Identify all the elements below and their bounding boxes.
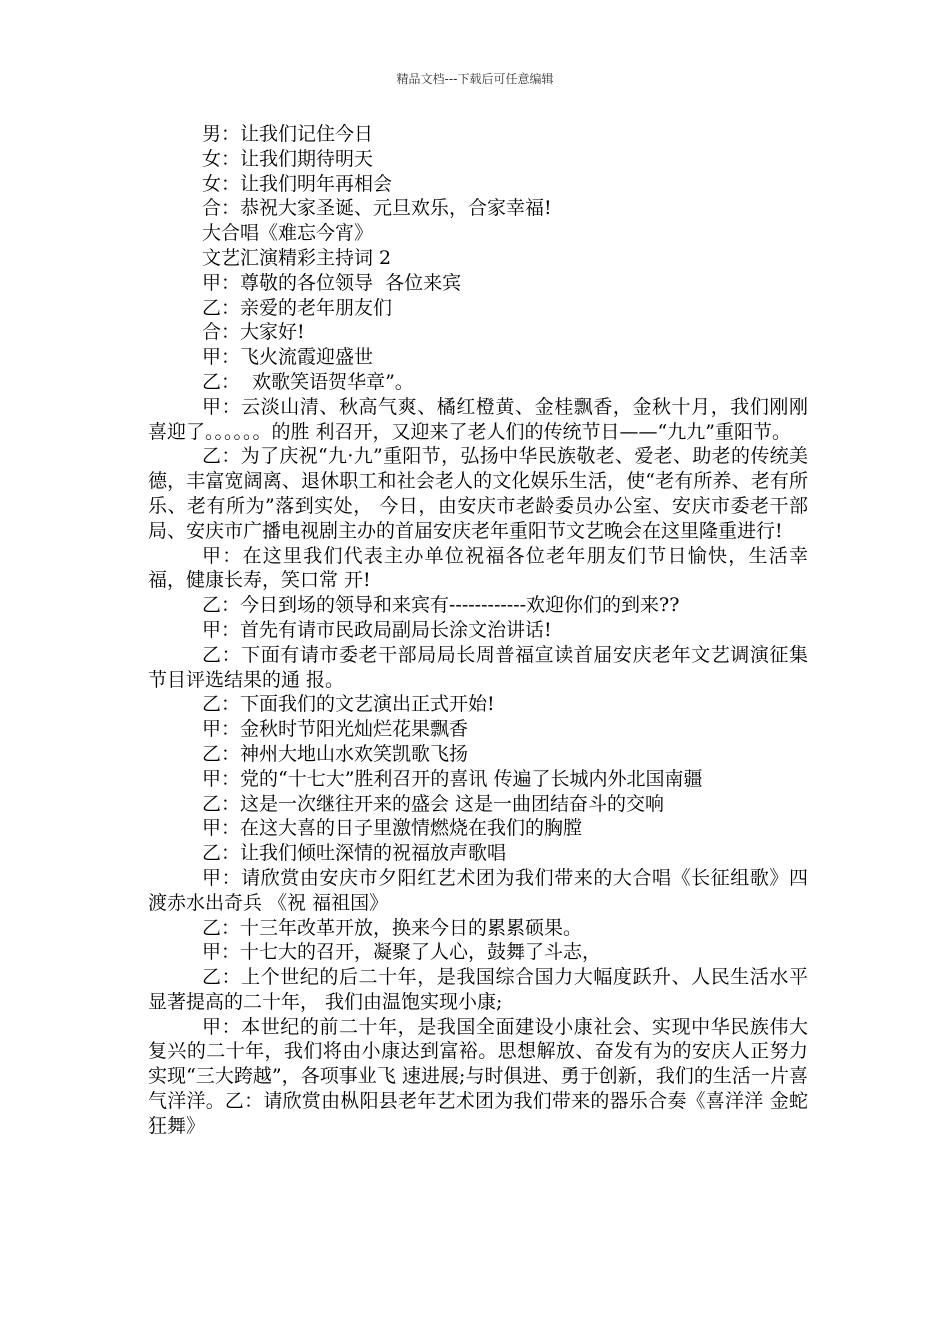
script-paragraph: 乙：下面有请市委老干部局局长周普福宣读首届安庆老年文艺调演征集节目评选结果的通 报。 — [148, 643, 808, 691]
script-line: 女：让我们明年再相会 — [202, 172, 393, 195]
script-paragraph: 甲：党的“十七大”胜利召开的喜讯 传遍了长城内外北国南疆 — [202, 767, 703, 790]
document-body — [148, 122, 808, 1139]
script-paragraph: 甲：在这里我们代表主办单位祝福各位老年朋友们节日愉快，生活幸福，健康长寿，笑口常 开! — [148, 544, 808, 592]
script-line: 大合唱《难忘今宵》 — [202, 222, 374, 245]
script-paragraph: 乙：十三年改革开放，换来今日的累累硕果。 — [202, 916, 583, 939]
script-paragraph: 乙：为了庆祝“九·九”重阳节，弘扬中华民族敬老、爱老、助老的传统美德，丰富宽阔离、退休职工和社会老人的文化娱乐生活，使“老有所养、老有所乐、老有所为”落到实处， 今日，由安庆市老龄委员办公室、安庆市委老干部局、安庆市广播电视剧主办的首届安庆老年重阳节文艺晚会在这里隆重进行! — [148, 445, 808, 542]
script-paragraph: 乙：上个世纪的后二十年，是我国综合国力大幅度跃升、人民生活水平显著提高的二十年， 我们由温饱实现小康; — [148, 966, 808, 1013]
script-paragraph: 甲：在这大喜的日子里激情燃烧在我们的胸膛 — [202, 817, 583, 840]
script-paragraph: 甲：本世纪的前二十年，是我国全面建设小康社会、实现中华民族伟大复兴的二十年，我们将由小康达到富裕。思想解放、奋发有为的安庆人正努力实现“三大跨越”，各项事业飞 速进展;与时俱进、勇于创新，我们的生活一片喜气洋洋。乙：请欣赏由枞阳县老年艺术团为我们带来的器乐合奏《喜洋洋 金蛇狂舞》 — [148, 1015, 808, 1137]
script-paragraph: 乙：让我们倾吐深情的祝福放声歌唱 — [202, 842, 507, 865]
script-line: 甲：尊敬的各位领导 各位来宾 — [202, 271, 462, 294]
section-title: 文艺汇演精彩主持词 2 — [202, 246, 392, 269]
page-header: 精品文档---下载后可任意编辑 — [396, 72, 554, 86]
script-paragraph: 甲：请欣赏由安庆市夕阳红艺术团为我们带来的大合唱《长征组歌》四渡赤水出奇兵 《祝 福祖国》 — [148, 866, 808, 914]
script-paragraph: 甲：十七大的召开，凝聚了人心，鼓舞了斗志， — [202, 941, 602, 964]
script-line: 合：恭祝大家圣诞、元旦欢乐，合家幸福! — [202, 197, 552, 220]
script-line: 乙：亲爱的老年朋友们 — [202, 296, 393, 319]
script-line: 乙： 欢歌笑语贺华章”。 — [202, 370, 414, 393]
script-line: 甲：飞火流霞迎盛世 — [202, 346, 374, 369]
script-paragraph: 乙：这是一次继往开来的盛会 这是一曲团结奋斗的交响 — [202, 792, 665, 815]
script-paragraph: 甲：首先有请市民政局副局长涂文治讲话! — [202, 618, 552, 641]
script-paragraph: 乙：今日到场的领导和来宾有------------欢迎你们的到来?? — [202, 594, 680, 617]
script-line: 男：让我们记住今日 — [202, 123, 374, 145]
script-paragraph: 甲：云淡山清、秋高气爽、橘红橙黄、金桂飘香，金秋十月，我们刚刚喜迎了。。。。。。的胜 利召开，又迎来了老人们的传统节日——“九九”重阳节。 — [148, 395, 808, 443]
script-line: 女：让我们期待明天 — [202, 147, 374, 170]
script-paragraph: 甲：金秋时节阳光灿烂花果飘香 — [202, 718, 469, 741]
script-paragraph: 乙：神州大地山水欢笑凯歌飞扬 — [202, 742, 469, 765]
script-line: 合：大家好! — [202, 321, 305, 344]
script-paragraph: 乙：下面我们的文艺演出正式开始! — [202, 693, 495, 716]
